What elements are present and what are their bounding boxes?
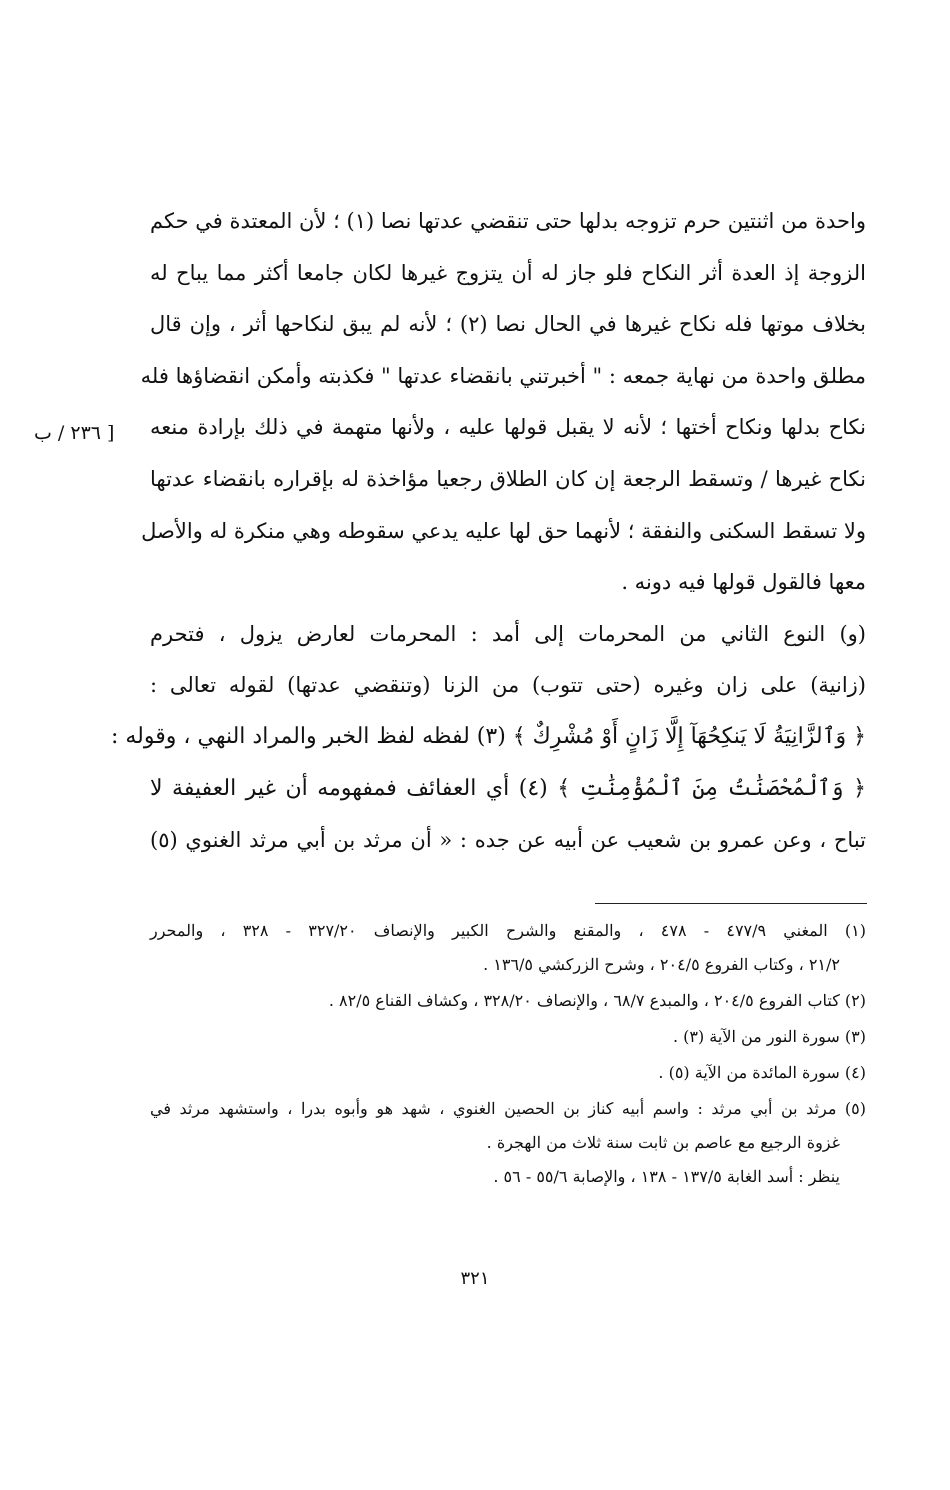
body-line: نكاح غيرها / وتسقط الرجعة إن كان الطلاق رجعيا مؤاخذة له بإقراره بانقضاء عدتها — [150, 466, 866, 491]
body-line-quran-quote: ﴿ وَٱلزَّانِيَةُ لَا يَنكِحُهَآ إِلَّا زَانٍ أَوْ مُشْرِكٌ ﴾ (٣) لفظه لفظ الخبر والمراد النهي ، وقوله : — [110, 723, 866, 749]
manuscript-folio-marker: [ ٢٣٦ / ب — [34, 422, 115, 444]
page-number: ٣٢١ — [460, 1268, 490, 1289]
body-line: الزوجة إذ العدة أثر النكاح فلو جاز له أن يتزوج غيرها لكان جامعا أكثر مما يباح له — [150, 260, 866, 285]
body-line: (زانية) على زان وغيره (حتى تتوب) من الزنا (وتنقضي عدتها) لقوله تعالى : — [150, 673, 866, 698]
body-line: واحدة من اثنتين حرم تزوجه بدلها حتى تنقضي عدتها نصا (١) ؛ لأن المعتدة في حكم — [150, 209, 866, 233]
body-line: تباح ، وعن عمرو بن شعيب عن أبيه عن جده : « أن مرثد بن أبي مرثد الغنوي (٥) — [150, 828, 866, 853]
footnote-continuation: ٢١/٢ ، وكتاب الفروع ٢٠٤/٥ ، وشرح الزركشي ١٣٦/٥ . — [483, 955, 840, 974]
footnote-continuation: غزوة الرجيع مع عاصم بن ثابت سنة ثلاث من الهجرة . — [486, 1133, 840, 1152]
footnote: (٤) سورة المائدة من الآية (٥) . — [658, 1063, 866, 1082]
footnotes — [150, 920, 866, 1188]
body-line: معها فالقول قولها فيه دونه . — [621, 570, 866, 595]
footnote: (٣) سورة النور من الآية (٣) . — [672, 1027, 866, 1046]
footnote: (١) المغني ٤٧٧/٩ - ٤٧٨ ، والمقنع والشرح الكبير والإنصاف ٣٢٧/٢٠ - ٣٢٨ ، والمحرر — [150, 921, 867, 940]
body-line: (و) النوع الثاني من المحرمات إلى أمد : المحرمات لعارض يزول ، فتحرم — [150, 621, 866, 646]
body-line: ولا تسقط السكنى والنفقة ؛ لأنهما حق لها عليه يدعي سقوطه وهي منكرة له والأصل — [141, 518, 866, 543]
body-line: بخلاف موتها فله نكاح غيرها في الحال نصا (٢) ؛ لأنه لم يبق لنكاحها أثر ، وإن قال — [150, 312, 866, 337]
footnote-separator — [595, 903, 867, 904]
main-text — [110, 198, 866, 869]
footnote: (٢) كتاب الفروع ٢٠٤/٥ ، والمبدع ٦٨/٧ ، والإنصاف ٣٢٨/٢٠ ، وكشاف القناع ٨٢/٥ . — [328, 991, 866, 1010]
body-line: نكاح بدلها ونكاح أختها ؛ لأنه لا يقبل قولها عليه ، ولأنها متهمة في ذلك بإرادة منعه — [150, 415, 866, 440]
footnote-continuation: ينظر : أسد الغابة ١٣٧/٥ - ١٣٨ ، والإصابة ٥٥/٦ - ٥٦ . — [493, 1167, 840, 1186]
body-line-quran-quote: ﴿ وَٱلْمُحْصَنَٰتُ مِنَ ٱلْمُؤْمِنَٰتِ ﴾ (٤) أي العفائف فمفهومه أن غير العفيفة لا — [150, 775, 866, 801]
footnote: (٥) مرثد بن أبي مرثد : واسم أبيه كناز بن الحصين الغنوي ، شهد هو وأبوه بدرا ، واستشهد مرثد في — [150, 1099, 867, 1118]
body-line: مطلق واحدة من نهاية جمعه : " أخبرتني بانقضاء عدتها " فكذبته وأمكن انقضاؤها فله — [140, 363, 866, 388]
